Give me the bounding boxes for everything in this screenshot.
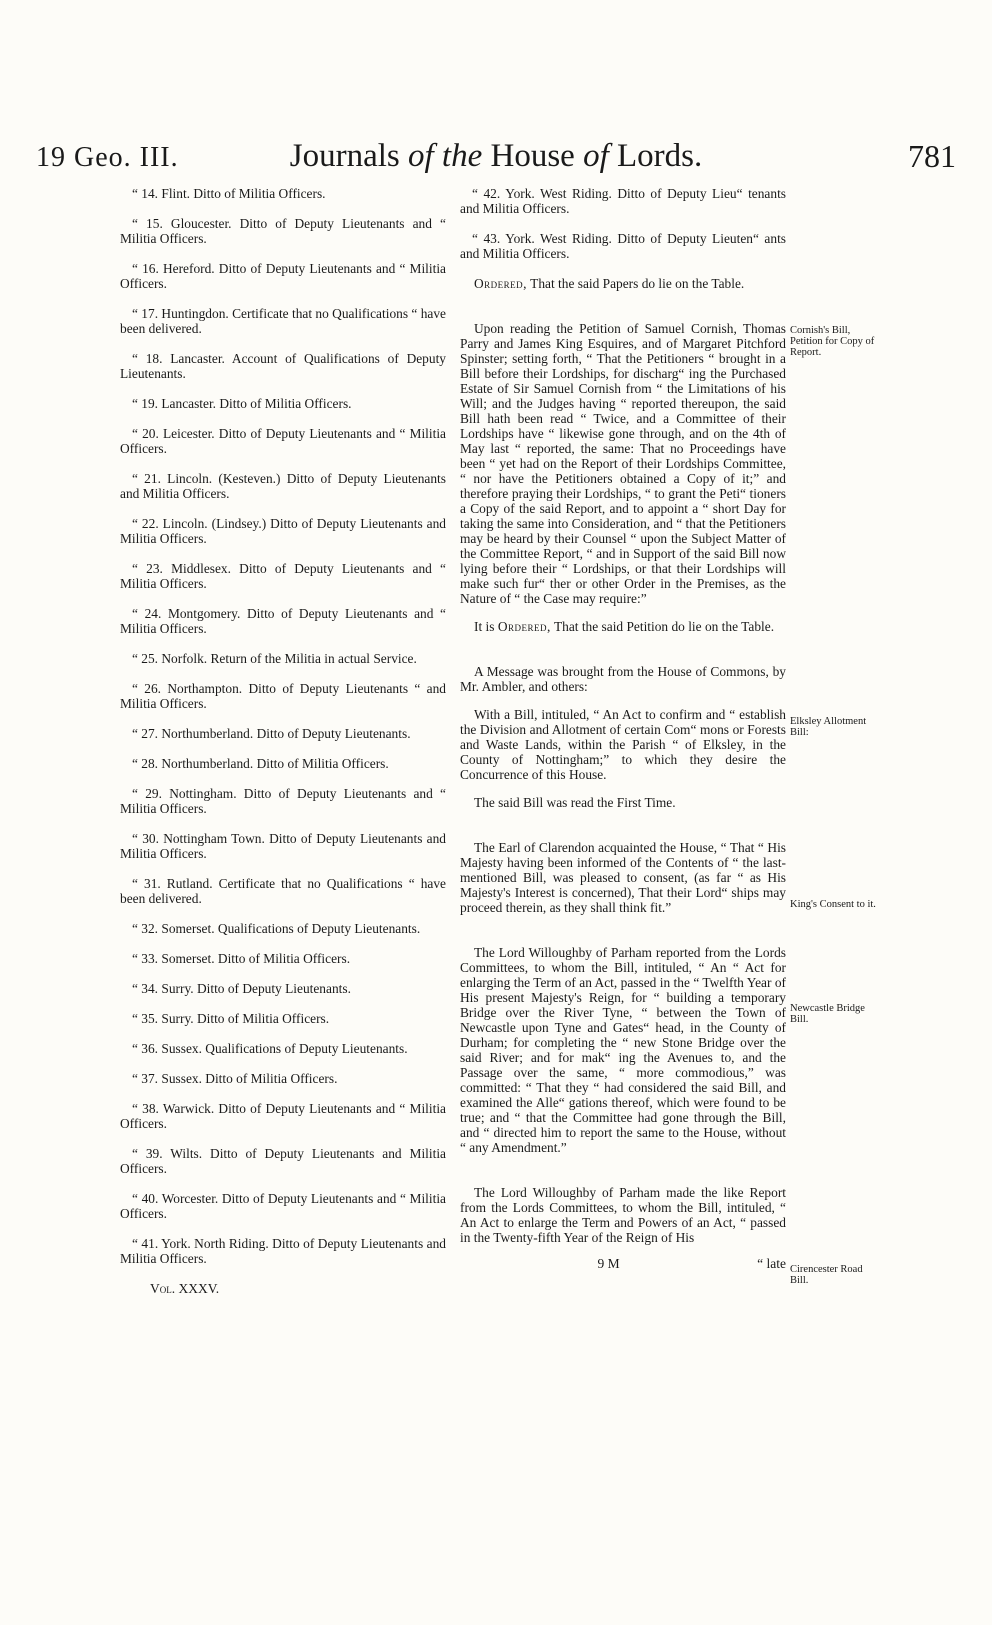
list-item: “ 39. Wilts. Ditto of Deputy Lieutenants and Militia Officers. [120, 1146, 446, 1176]
list-item: “ 38. Warwick. Ditto of Deputy Lieutenants and “ Militia Officers. [120, 1101, 446, 1131]
margin-note-elksley: Elksley Allotment Bill: [790, 716, 867, 738]
list-item: “ 28. Northumberland. Ditto of Militia Officers. [132, 756, 389, 771]
cornish-petition-paragraph: Upon reading the Petition of Samuel Cornish, Thomas Parry and James King Esquires, and of Margaret Pitchford Spinster; setting forth, “ That the Petitioners “ brought in a Bill before their Lordships, for discharg“ ing the Purchased Estate of Sir Samuel Cornish from “ the Limitations of his Will; and the Judges having “ reported thereupon, the said Bill hath been read “ Twice, and a Committee of their Lordships have “ likewise gone through, and on the 4th of May last “ reported, the same: That no Proceedings have been “ yet had on the Report of their Lordships Committee, “ nor have the Petitioners obtained a Copy of it;” and therefore praying their Lordships, “ to grant the Peti“ tioners a Copy of the said Report, and to appoint a “ short Day for taking the same into Consideration, and “ that the Petitioners may be heard by their Counsel “ upon the Subject Matter of the Committee Report, “ and in Support of the said Bill now lying before their “ Lordships, or that their Lordships will make such fur“ ther or other Order in the Premises, as the Nature of “ the Case may require:” [460, 321, 786, 606]
list-item: “ 37. Sussex. Ditto of Militia Officers. [132, 1071, 338, 1086]
right-column [460, 186, 786, 1271]
list-item: “ 29. Nottingham. Ditto of Deputy Lieutenants and “ Militia Officers. [120, 786, 446, 816]
journal-title: Journals of the House of Lords. [289, 138, 703, 174]
list-item: “ 43. York. West Riding. Ditto of Deputy Lieuten“ ants and Militia Officers. [460, 231, 786, 261]
newcastle-bill-paragraph: The Lord Willoughby of Parham reported from the Lords Committees, to whom the Bill, intituled, “ An “ Act for enlarging the Term of an Act, passed in the “ Twelfth Year of His present Majesty's Reign, for “ building a temporary Bridge over the River Tyne, “ between the Town of Newcastle upon Tyne and Gates“ head, in the County of Durham; for completing the “ new Stone Bridge over the said River; and for mak“ ing the Avenues to, and the Passage over the same, “ more commodious,” was committed: “ That they “ had considered the said Bill, and examined the Alle“ gations thereof, which were found to be true; and “ that the Committee had gone through the Bill, and “ directed him to report the same to the House, without “ any Amendment.” [460, 945, 786, 1155]
list-item: “ 34. Surry. Ditto of Deputy Lieutenants. [132, 981, 351, 996]
elksley-bill-paragraph: With a Bill, intituled, “ An Act to confirm and “ establish the Division and Allotment of certain Com“ mons or Forests and Waste Lands, within the Parish “ of Elksley, in the County of Nottingham;” to which they desire the Concurrence of this House. [460, 707, 786, 782]
list-item: “ 15. Gloucester. Ditto of Deputy Lieutenants and “ Militia Officers. [120, 216, 446, 246]
margin-note-kings-consent: King's Consent to it. [790, 899, 876, 910]
order-papers-lie-on-table: Ordered, That the said Papers do lie on the Table. [474, 276, 745, 291]
left-column [120, 186, 446, 1296]
list-item: “ 42. York. West Riding. Ditto of Deputy Lieu“ tenants and Militia Officers. [460, 186, 786, 216]
commons-message-paragraph: A Message was brought from the House of Commons, by Mr. Ambler, and others: [460, 664, 786, 694]
page-number: 781 [908, 138, 956, 174]
first-reading-paragraph: The said Bill was read the First Time. [474, 795, 676, 810]
catchword: “ late [757, 1256, 786, 1271]
list-item: “ 16. Hereford. Ditto of Deputy Lieutenants and “ Militia Officers. [120, 261, 446, 291]
margin-note-cirencester: Cirencester Road Bill. [790, 1264, 863, 1286]
list-item: “ 24. Montgomery. Ditto of Deputy Lieutenants and “ Militia Officers. [120, 606, 446, 636]
list-item: “ 40. Worcester. Ditto of Deputy Lieutenants and “ Militia Officers. [120, 1191, 446, 1221]
list-item: “ 33. Somerset. Ditto of Militia Officers. [132, 951, 351, 966]
list-item: “ 22. Lincoln. (Lindsey.) Ditto of Deputy Lieutenants and Militia Officers. [120, 516, 446, 546]
list-item: “ 14. Flint. Ditto of Militia Officers. [132, 186, 326, 201]
margin-note-newcastle: Newcastle Bridge Bill. [790, 1003, 865, 1025]
cirencester-bill-paragraph: The Lord Willoughby of Parham made the like Report from the Lords Committees, to whom the Bill, intituled, “ An Act to enlarge the Term and Powers of an Act, “ passed in the Twenty-fifth Year of the Reign of His [460, 1185, 786, 1245]
list-item: “ 25. Norfolk. Return of the Militia in actual Service. [132, 651, 417, 666]
list-item: “ 19. Lancaster. Ditto of Militia Officers. [132, 396, 352, 411]
list-item: “ 18. Lancaster. Account of Qualifications of Deputy Lieutenants. [120, 351, 446, 381]
list-item: “ 23. Middlesex. Ditto of Deputy Lieutenants and “ Militia Officers. [120, 561, 446, 591]
page-header [36, 138, 956, 182]
list-item: “ 27. Northumberland. Ditto of Deputy Lieutenants. [132, 726, 411, 741]
list-item: “ 21. Lincoln. (Kesteven.) Ditto of Deputy Lieutenants and Militia Officers. [120, 471, 446, 501]
kings-consent-paragraph: The Earl of Clarendon acquainted the House, “ That “ His Majesty having been informed of the Contents of “ the last-mentioned Bill, was pleased to consent, (as far “ as His Majesty's Interest is concerned), That their Lord“ ships may proceed therein, as they shall think fit.” [460, 840, 786, 915]
list-item: “ 31. Rutland. Certificate that no Qualifications “ have been delivered. [120, 876, 446, 906]
list-item: “ 30. Nottingham Town. Ditto of Deputy Lieutenants and Militia Officers. [120, 831, 446, 861]
list-item: “ 32. Somerset. Qualifications of Deputy Lieutenants. [132, 921, 421, 936]
list-item: “ 20. Leicester. Ditto of Deputy Lieutenants and “ Militia Officers. [120, 426, 446, 456]
printer-signature: 9 M “ late [597, 1256, 786, 1271]
margin-note-cornish: Cornish's Bill, Petition for Copy of Report. [790, 325, 875, 358]
list-item: “ 36. Sussex. Qualifications of Deputy Lieutenants. [132, 1041, 408, 1056]
order-petition-lie-on-table: It is Ordered, That the said Petition do lie on the Table. [474, 619, 775, 634]
reign-label: 19 Geo. III. [36, 142, 179, 173]
volume-footer: Vol. XXXV. [150, 1281, 220, 1296]
list-item: “ 35. Surry. Ditto of Militia Officers. [132, 1011, 330, 1026]
list-item: “ 41. York. North Riding. Ditto of Deputy Lieutenants and Militia Officers. [120, 1236, 446, 1266]
list-item: “ 26. Northampton. Ditto of Deputy Lieutenants “ and Militia Officers. [120, 681, 446, 711]
list-item: “ 17. Huntingdon. Certificate that no Qualifications “ have been delivered. [120, 306, 446, 336]
